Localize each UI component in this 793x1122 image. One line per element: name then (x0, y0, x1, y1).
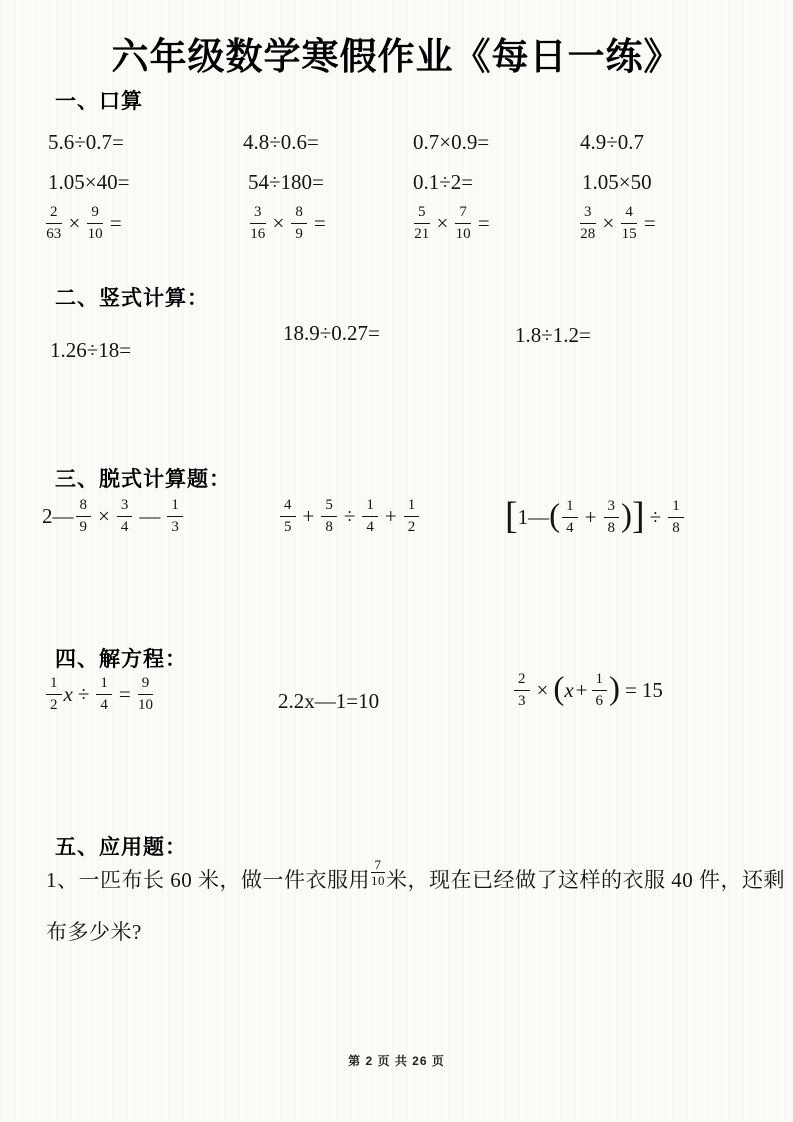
right-square-bracket: ] (632, 495, 645, 537)
fraction: $\frac{1}{3}$ (167, 498, 183, 535)
fraction: $\frac{3}{4}$ (117, 498, 133, 535)
fraction: $\frac{2}{3}$ (514, 672, 530, 709)
equation-problem (44, 675, 155, 715)
divide-operator: ÷ (77, 682, 90, 706)
fraction: $\frac{2}{63}$ (46, 204, 62, 242)
divide-operator: ÷ (343, 504, 356, 528)
multiply-operator: × (98, 504, 110, 528)
oral-fraction-problem (248, 204, 331, 244)
plus-operator: + (575, 678, 588, 702)
fraction: $\frac{1}{2}$ (46, 676, 62, 713)
equation-problem (512, 671, 663, 711)
oral-fraction-problem (412, 204, 495, 244)
section-stepwise-heading: 三、脱式计算题： (55, 468, 231, 491)
stepwise-problem (505, 495, 686, 538)
equals-sign: = (643, 211, 656, 235)
oral-problem: 1.05×50 (582, 170, 652, 194)
oral-problem: 4.9÷0.7 (580, 130, 645, 154)
equation-problem: 2.2x—1=10 (278, 689, 380, 713)
vertical-problem: 1.8÷1.2= (515, 323, 591, 347)
section-word-problems-heading: 五、应用题： (55, 836, 187, 859)
fraction: $\frac{3}{16}$ (250, 204, 266, 242)
fraction: $\frac{5}{21}$ (414, 204, 430, 242)
fraction: $\frac{1}{4}$ (362, 498, 378, 535)
section-oral-heading: 一、口算 (55, 90, 143, 113)
oral-problem: 4.8÷0.6= (243, 130, 319, 154)
equals-sign: = (313, 211, 326, 235)
fraction: $\frac{8}{9}$ (76, 498, 92, 535)
oral-fraction-problem (44, 204, 127, 244)
fraction: $\frac{7}{10}$ (455, 204, 471, 242)
oral-problem: 0.1÷2= (413, 170, 474, 194)
fraction: $\frac{3}{28}$ (580, 204, 596, 242)
fraction: $\frac{4}{15}$ (621, 204, 637, 242)
left-paren: ( (549, 497, 561, 534)
fraction: $\frac{1}{8}$ (668, 499, 684, 536)
multiply-operator: × (602, 211, 615, 235)
vertical-problem: 1.26÷18= (50, 338, 132, 362)
term: 15 (641, 678, 663, 702)
equals-sign: = (109, 211, 122, 235)
fraction: $\frac{1}{2}$ (404, 498, 420, 535)
fraction: $\frac{9}{10}$ (137, 675, 153, 713)
fraction: $\frac{9}{10}$ (87, 204, 103, 242)
left-square-bracket: [ (505, 495, 518, 537)
term: 2— (42, 504, 74, 528)
fraction: $\frac{1}{6}$ (592, 672, 608, 709)
equals-sign: = (118, 682, 131, 706)
oral-problem: 0.7×0.9= (413, 130, 490, 154)
equals-sign: = (477, 211, 490, 235)
stepwise-problem (278, 497, 421, 537)
section-equations-heading: 四、解方程： (55, 648, 187, 671)
fraction: $\frac{8}{9}$ (291, 205, 307, 242)
oral-problem: 5.6÷0.7= (48, 130, 124, 154)
plus-operator: + (584, 504, 597, 529)
page-title: 六年级数学寒假作业《每日一练》 (111, 36, 682, 77)
fraction: $\frac{1}{4}$ (96, 676, 112, 713)
minus-operator: — (139, 504, 161, 528)
right-paren: ) (609, 671, 621, 707)
fraction: $\frac{5}{8}$ (321, 498, 337, 535)
oral-problem: 1.05×40= (48, 170, 130, 194)
right-paren: ) (621, 497, 632, 534)
word-problem-text: 1、一匹布长 60 米，做一件衣服用 (46, 868, 370, 892)
word-problem-line-1 (46, 856, 785, 894)
word-problem-line-2: 布多少米? (46, 920, 142, 944)
oral-problem: 54÷180= (248, 170, 324, 194)
fraction: $\frac{1}{4}$ (562, 499, 578, 536)
multiply-operator: × (272, 211, 285, 235)
page-number: 第 2 页 共 26 页 (348, 1054, 445, 1068)
stepwise-problem (42, 497, 185, 537)
variable-x: x (564, 678, 574, 702)
fraction: $\frac{7}{10}$ (371, 856, 385, 888)
plus-operator: + (302, 504, 315, 528)
multiply-operator: × (436, 211, 449, 235)
divide-operator: ÷ (649, 504, 662, 529)
multiply-operator: × (68, 211, 81, 235)
term: 1— (517, 504, 550, 529)
plus-operator: + (384, 504, 397, 528)
oral-fraction-problem (578, 204, 661, 244)
variable-x: x (63, 682, 73, 706)
multiply-operator: × (536, 678, 549, 702)
fraction: $\frac{3}{8}$ (604, 499, 620, 536)
section-vertical-heading: 二、竖式计算： (55, 287, 209, 310)
word-problem-text: 米，现在已经做了这样的衣服 40 件，还剩 (386, 868, 785, 892)
left-paren: ( (553, 671, 565, 707)
vertical-problem: 18.9÷0.27= (283, 321, 380, 345)
equals-sign: = (625, 678, 637, 702)
fraction: $\frac{4}{5}$ (280, 498, 296, 535)
